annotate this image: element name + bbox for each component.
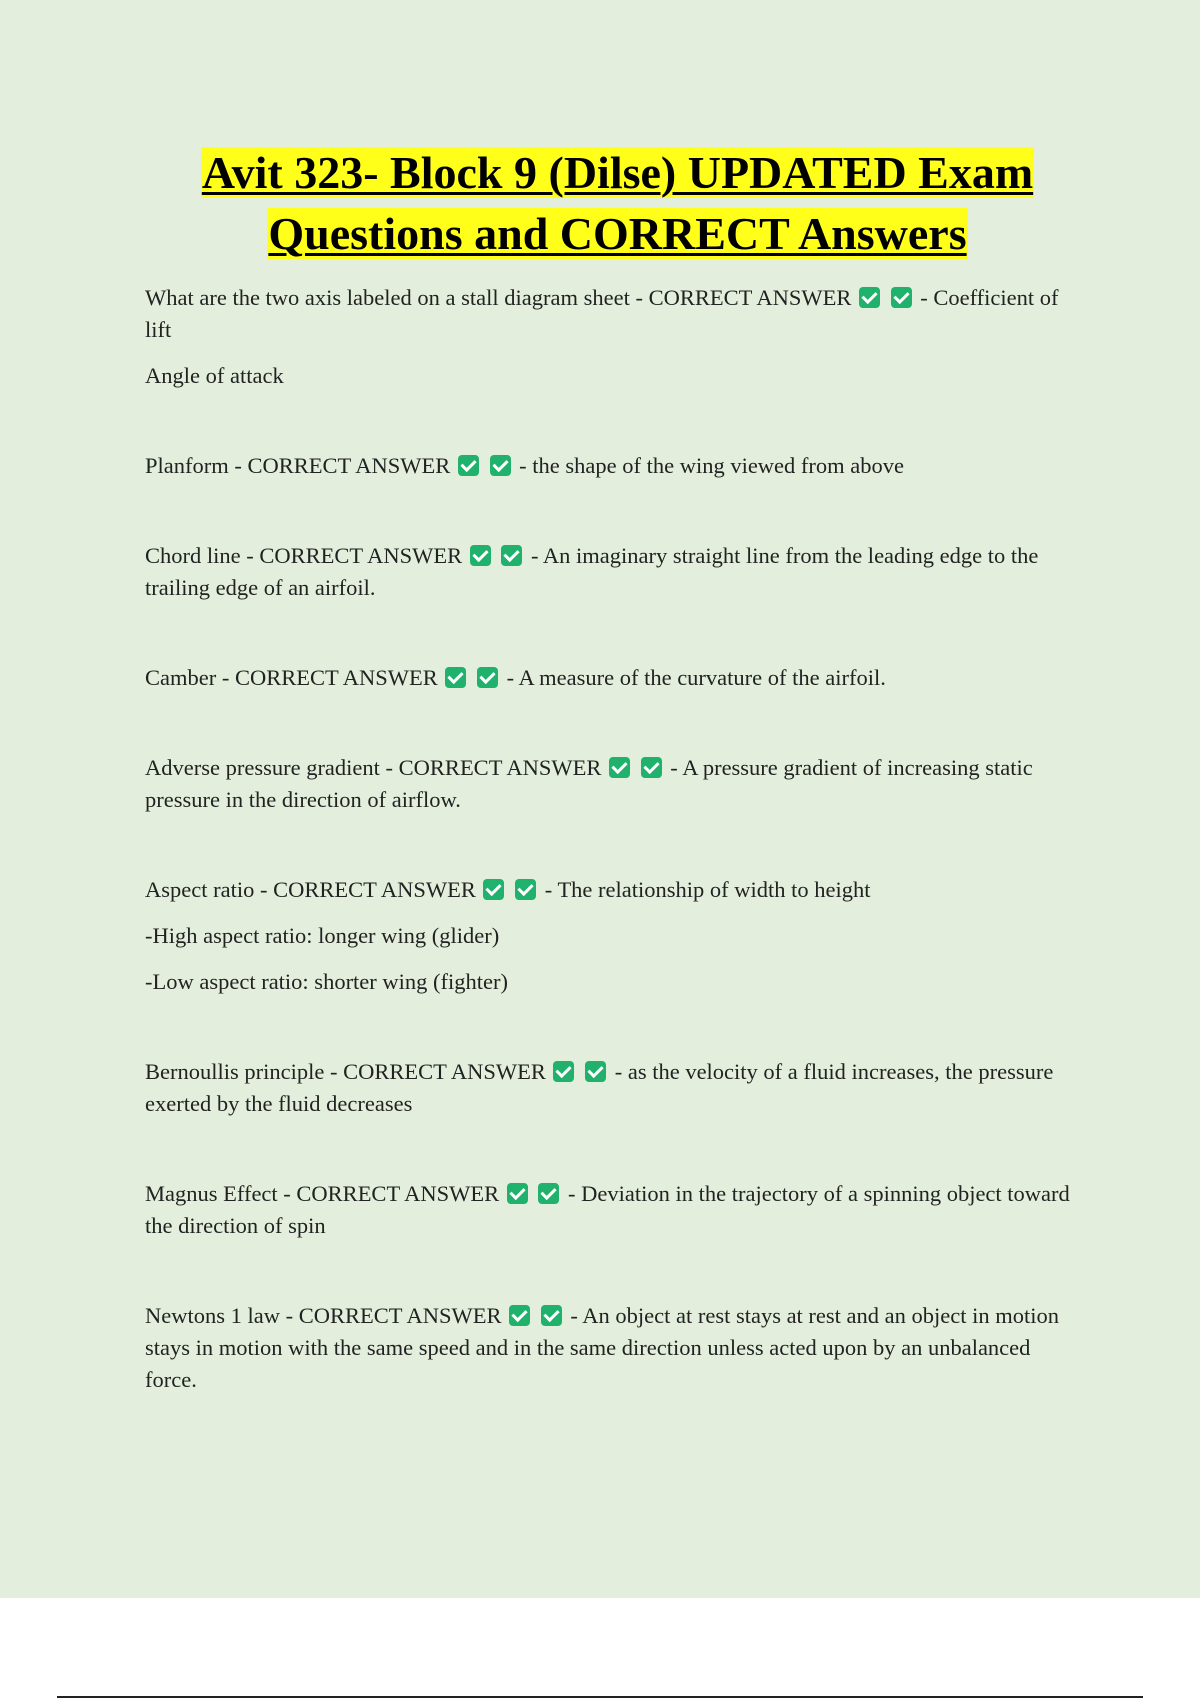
check-mark-button-icon — [538, 1183, 559, 1204]
title-line-2: Questions and CORRECT Answers — [268, 208, 967, 259]
answer-text: as the velocity of a fluid increases, the pressure exerted by the fluid decreases — [145, 1059, 1054, 1116]
question-term: Newtons 1 law — [145, 1303, 280, 1328]
qa-main-line: Planform - CORRECT ANSWER - the shape of the wing viewed from above — [145, 453, 905, 478]
qa-item — [145, 1178, 1070, 1242]
correct-answer-marker: CORRECT ANSWER — [298, 1303, 502, 1328]
qa-main-line: Magnus Effect - CORRECT ANSWER - Deviation in the trajectory of a spinning object toward the direction of spin — [145, 1181, 1070, 1238]
qa-main-line: Newtons 1 law - CORRECT ANSWER - An object at rest stays at rest and an object in motion stays in motion with the same speed and in the same direction unless acted upon by an unbalanced force. — [145, 1303, 1060, 1392]
correct-answer-marker: CORRECT ANSWER — [234, 665, 438, 690]
page-title — [120, 142, 1115, 264]
check-mark-button-icon — [477, 667, 498, 688]
question-term: What are the two axis labeled on a stall diagram sheet — [145, 285, 630, 310]
footer-divider — [57, 1696, 1143, 1698]
question-term: Bernoullis principle — [145, 1059, 325, 1084]
qa-item — [145, 874, 1070, 998]
question-term: Magnus Effect — [145, 1181, 278, 1206]
check-mark-button-icon — [553, 1061, 574, 1082]
answer-text: A measure of the curvature of the airfoil. — [518, 665, 886, 690]
answer-text: A pressure gradient of increasing static pressure in the direction of airflow. — [145, 755, 1033, 812]
answer-text: The relationship of width to height — [557, 877, 871, 902]
question-term: Aspect ratio — [145, 877, 255, 902]
qa-item — [145, 282, 1070, 392]
qa-main-line: What are the two axis labeled on a stall diagram sheet - CORRECT ANSWER - Coefficient of lift — [145, 285, 1059, 342]
qa-item — [145, 752, 1070, 816]
check-mark-button-icon — [501, 545, 522, 566]
correct-answer-marker: CORRECT ANSWER — [296, 1181, 500, 1206]
check-mark-button-icon — [609, 757, 630, 778]
qa-list — [145, 282, 1070, 1396]
correct-answer-marker: CORRECT ANSWER — [247, 453, 451, 478]
answer-text: An object at rest stays at rest and an object in motion stays in motion with the same speed and in the same direction unless acted upon by an unbalanced force. — [145, 1303, 1060, 1392]
question-term: Chord line — [145, 543, 241, 568]
qa-main-line: Adverse pressure gradient - CORRECT ANSWER - A pressure gradient of increasing static pressure in the direction of airflow. — [145, 755, 1033, 812]
qa-item — [145, 1056, 1070, 1120]
check-mark-button-icon — [641, 757, 662, 778]
correct-answer-marker: CORRECT ANSWER — [259, 543, 463, 568]
qa-item — [145, 540, 1070, 604]
correct-answer-marker: CORRECT ANSWER — [343, 1059, 546, 1084]
answer-text: Coefficient of lift — [145, 285, 1059, 342]
check-mark-button-icon — [470, 545, 491, 566]
qa-main-line: Camber - CORRECT ANSWER - A measure of the curvature of the airfoil. — [145, 665, 886, 690]
answer-extra-line: Angle of attack — [145, 363, 284, 388]
answer-text: An imaginary straight line from the leading edge to the trailing edge of an airfoil. — [145, 543, 1039, 600]
question-term: Camber — [145, 665, 217, 690]
check-mark-button-icon — [541, 1305, 562, 1326]
check-mark-button-icon — [859, 287, 880, 308]
check-mark-button-icon — [515, 879, 536, 900]
correct-answer-marker: CORRECT ANSWER — [648, 285, 852, 310]
question-term: Adverse pressure gradient — [145, 755, 380, 780]
qa-main-line: Aspect ratio - CORRECT ANSWER - The relationship of width to height — [145, 877, 871, 902]
question-term: Planform — [145, 453, 229, 478]
check-mark-button-icon — [483, 879, 504, 900]
correct-answer-marker: CORRECT ANSWER — [273, 877, 476, 902]
answer-text: Deviation in the trajectory of a spinning object toward the direction of spin — [145, 1181, 1070, 1238]
qa-main-line: Chord line - CORRECT ANSWER - An imaginary straight line from the leading edge to the trailing edge of an airfoil. — [145, 543, 1039, 600]
answer-text: the shape of the wing viewed from above — [532, 453, 905, 478]
qa-item — [145, 450, 1070, 482]
correct-answer-marker: CORRECT ANSWER — [398, 755, 602, 780]
check-mark-button-icon — [458, 455, 479, 476]
check-mark-button-icon — [891, 287, 912, 308]
qa-item — [145, 1300, 1070, 1396]
qa-item — [145, 662, 1070, 694]
answer-extra-line: -Low aspect ratio: shorter wing (fighter) — [145, 969, 508, 994]
title-line-1: Avit 323- Block 9 (Dilse) UPDATED Exam — [201, 147, 1034, 198]
check-mark-button-icon — [509, 1305, 530, 1326]
check-mark-button-icon — [507, 1183, 528, 1204]
check-mark-button-icon — [490, 455, 511, 476]
qa-main-line: Bernoullis principle - CORRECT ANSWER - as the velocity of a fluid increases, the pressure exerted by the fluid decreases — [145, 1059, 1054, 1116]
check-mark-button-icon — [445, 667, 466, 688]
check-mark-button-icon — [585, 1061, 606, 1082]
answer-extra-line: -High aspect ratio: longer wing (glider) — [145, 923, 500, 948]
